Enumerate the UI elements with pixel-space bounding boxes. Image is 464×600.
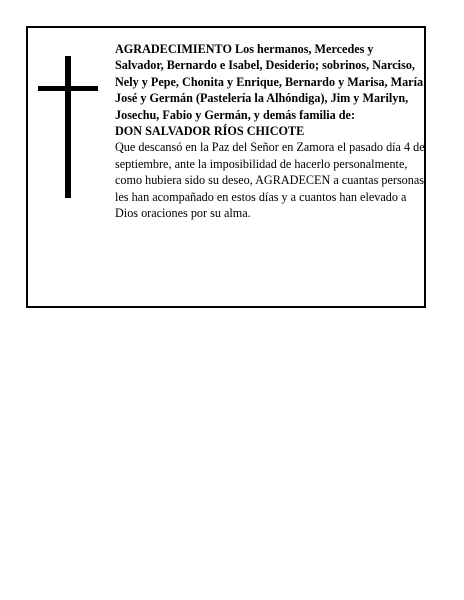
acknowledgement-heading: AGRADECIMIENTO Los hermanos, Mercedes y Salvador, Bernardo e Isabel, Desiderio; sobrinos, Narciso, Nely y Pepe, Chonita y Enrique, Bernardo y Marisa, María José y Germán (Pastelería la Alhóndiga), Jim y Marilyn, Josechu, Fabio y Germán, y demás familia de: [115,42,424,122]
deceased-name: DON SALVADOR RÍOS CHICOTE [115,124,305,139]
cross-horizontal-bar [38,86,98,91]
condolence-notice [26,26,426,308]
cross-vertical-bar [65,56,71,198]
acknowledgement-body: Que descansó en la Paz del Señor en Zamora el pasado día 4 de septiembre, ante la imposibilidad de hacerlo personalmente, como hubiera sido su deseo, AGRADECEN a cuantas personas les han acompañado en estos días y a cuantos han elevado a Dios oraciones por su alma. [115,140,425,221]
notice-text [115,41,425,221]
cross-icon [38,56,98,198]
